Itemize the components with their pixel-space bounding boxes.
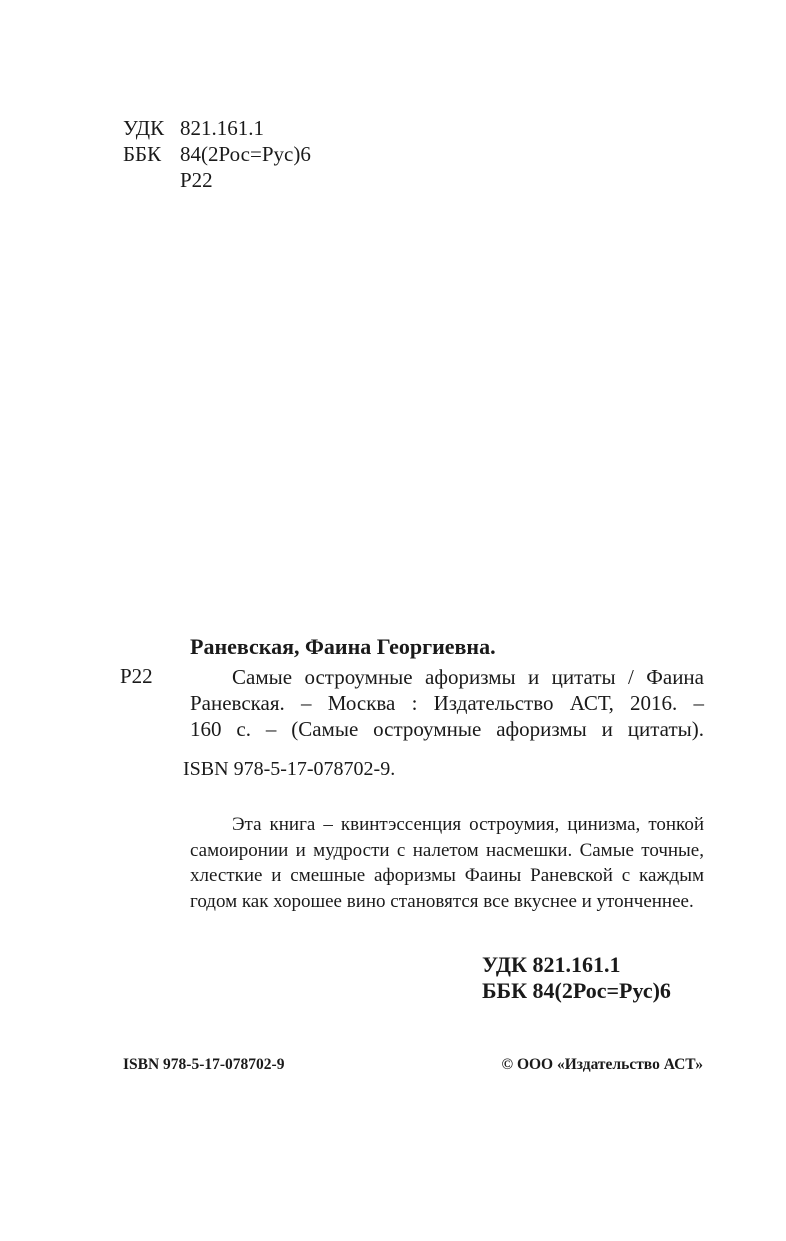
udk-label: УДК — [123, 116, 165, 140]
footer-copyright: © ООО «Издательство АСТ» — [501, 1056, 703, 1073]
top-classification — [123, 115, 311, 193]
annotation: Эта книга – квинтэссенция остроумия, цинизма, тонкой самоиронии и мудрости с налетом насмешки. Самые точные, хлесткие и смешные афоризмы Фаины Раневской с каждым годом как хорошее вино становятся все вкуснее и утонченнее. — [190, 814, 704, 912]
author-code: Р22 — [120, 664, 153, 688]
author-heading: Раневская, Фаина Георгиевна. — [190, 634, 496, 659]
biblio-line: Раневская. – Москва : Издательство АСТ, 2016. – — [190, 691, 704, 715]
biblio-line: Самые остроумные афоризмы и цитаты / Фаина — [232, 665, 704, 689]
bbk-label: ББК — [123, 142, 162, 166]
udk-value: 821.161.1 — [180, 116, 264, 140]
bbk-value: 84(2Рос=Рус)6 — [180, 142, 311, 166]
footer-isbn: ISBN 978-5-17-078702-9 — [123, 1056, 285, 1073]
bbk-bold: ББК 84(2Рос=Рус)6 — [482, 978, 671, 1003]
isbn-line: ISBN 978-5-17-078702-9. — [183, 758, 396, 780]
bibliographic-description — [190, 664, 704, 742]
author-mark: Р22 — [180, 168, 213, 192]
biblio-line: 160 с. – (Самые остроумные афоризмы и цитаты). — [190, 717, 704, 741]
bottom-classification — [482, 952, 671, 1004]
udk-bold: УДК 821.161.1 — [482, 952, 621, 977]
